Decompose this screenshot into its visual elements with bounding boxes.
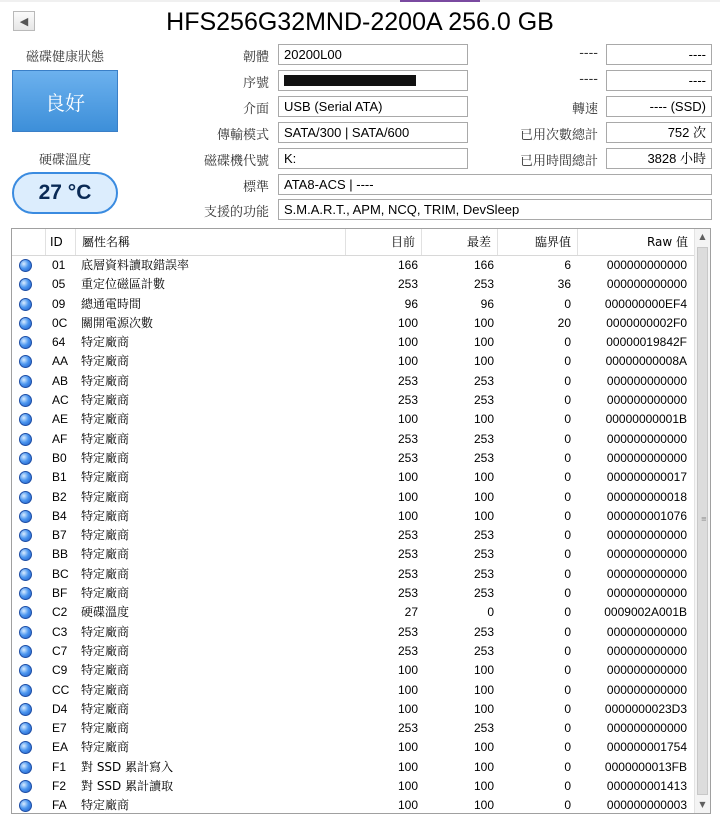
attribute-name: 特定廠商	[81, 624, 130, 639]
table-row[interactable]	[12, 352, 694, 371]
standard-field: ATA8-ACS | ----	[278, 174, 712, 195]
raw-value: 000000001413	[606, 779, 687, 794]
attribute-id: C7	[52, 643, 68, 658]
threshold-value: 0	[564, 450, 571, 465]
threshold-value: 0	[564, 470, 571, 485]
table-row[interactable]	[12, 256, 694, 275]
table-row[interactable]	[12, 700, 694, 719]
attribute-id: C3	[52, 624, 68, 639]
worst-value: 253	[473, 566, 494, 581]
attribute-name: 特定廠商	[81, 566, 130, 581]
firmware-field: 20200L00	[278, 44, 468, 65]
attribute-name: 特定廠商	[81, 489, 130, 504]
table-row[interactable]	[12, 526, 694, 545]
attribute-name: 總通電時間	[81, 296, 142, 311]
attribute-name: 特定廠商	[81, 701, 130, 716]
attribute-name: 特定廠商	[81, 798, 130, 813]
worst-value: 100	[473, 335, 494, 350]
raw-value: 000000000000	[606, 566, 687, 581]
attribute-name: 特定廠商	[81, 586, 130, 601]
worst-value: 166	[473, 258, 494, 272]
status-good-icon	[19, 298, 32, 311]
attribute-name: 特定廠商	[81, 450, 130, 465]
unused-label-2: ----	[579, 72, 598, 87]
interface-field: USB (Serial ATA)	[278, 96, 468, 117]
table-row[interactable]	[12, 372, 694, 391]
current-value: 253	[397, 528, 418, 543]
current-value: 100	[397, 798, 418, 813]
threshold-value: 0	[564, 508, 571, 523]
attribute-id: 01	[52, 258, 66, 272]
attribute-name: 底層資料讀取錯誤率	[81, 258, 190, 272]
raw-value: 00000000008A	[605, 354, 687, 369]
power-on-count-label: 已用次數總計	[519, 128, 598, 143]
status-good-icon	[19, 394, 32, 407]
table-row[interactable]	[12, 314, 694, 333]
threshold-value: 0	[564, 740, 571, 755]
drive-letter-label: 磁碟機代號	[203, 154, 269, 169]
threshold-value: 20	[557, 315, 571, 330]
status-good-icon	[19, 703, 32, 716]
unused-field-2: ----	[606, 70, 712, 91]
threshold-value: 0	[564, 296, 571, 311]
threshold-value: 0	[564, 663, 571, 678]
current-value: 100	[397, 470, 418, 485]
raw-value: 000000000000	[606, 277, 687, 292]
raw-value: 000000000000	[606, 721, 687, 736]
table-header	[12, 229, 694, 256]
unused-field-1: ----	[606, 44, 712, 65]
attribute-name: 特定廠商	[81, 393, 130, 408]
rotation-field: ---- (SSD)	[606, 96, 712, 117]
serial-label: 序號	[242, 76, 269, 91]
raw-value: 000000000000	[606, 624, 687, 639]
table-row[interactable]	[12, 796, 694, 814]
current-value: 253	[397, 450, 418, 465]
worst-column-header[interactable]: 最差	[422, 229, 498, 255]
worst-value: 253	[473, 393, 494, 408]
attribute-id: 09	[52, 296, 66, 311]
worst-value: 100	[473, 489, 494, 504]
current-value: 100	[397, 489, 418, 504]
table-row[interactable]	[12, 681, 694, 700]
table-row[interactable]	[12, 603, 694, 622]
table-row[interactable]	[12, 642, 694, 661]
table-row[interactable]	[12, 430, 694, 449]
worst-value: 253	[473, 721, 494, 736]
worst-value: 100	[473, 354, 494, 369]
worst-value: 253	[473, 624, 494, 639]
status-good-icon	[19, 722, 32, 735]
current-value: 253	[397, 721, 418, 736]
status-good-icon	[19, 645, 32, 658]
threshold-value: 0	[564, 412, 571, 427]
current-value: 100	[397, 315, 418, 330]
raw-value: 00000019842F	[606, 335, 687, 350]
table-row[interactable]	[12, 507, 694, 526]
worst-value: 100	[473, 663, 494, 678]
raw-value: 000000000018	[606, 489, 687, 504]
current-value: 100	[397, 335, 418, 350]
raw-value: 000000000000	[606, 663, 687, 678]
health-status-label: 磁碟健康狀態	[25, 50, 104, 65]
table-body	[12, 256, 694, 814]
attribute-id: 05	[52, 277, 66, 292]
worst-value: 253	[473, 431, 494, 446]
status-good-icon	[19, 626, 32, 639]
table-row[interactable]	[12, 468, 694, 487]
status-good-icon	[19, 413, 32, 426]
rotation-label: 轉速	[571, 102, 598, 117]
status-column-header[interactable]	[12, 229, 46, 255]
worst-value: 253	[473, 373, 494, 388]
attribute-id: B2	[52, 489, 67, 504]
threshold-value: 0	[564, 528, 571, 543]
attribute-id: B1	[52, 470, 67, 485]
current-value: 100	[397, 508, 418, 523]
health-status-button[interactable]	[12, 70, 118, 132]
temperature-label: 硬碟溫度	[38, 153, 91, 168]
current-value: 253	[397, 586, 418, 601]
attribute-id: AC	[52, 393, 69, 408]
table-row[interactable]	[12, 719, 694, 738]
threshold-value: 0	[564, 605, 571, 620]
raw-value: 000000000EF4	[604, 296, 687, 311]
attribute-id: 64	[52, 335, 66, 350]
status-good-icon	[19, 317, 32, 330]
status-good-icon	[19, 568, 32, 581]
attribute-name: 特定廠商	[81, 470, 130, 485]
drive-title: HFS256G32MND-2200A 256.0 GB	[166, 8, 554, 36]
attribute-name: 特定廠商	[81, 508, 130, 523]
current-value: 100	[397, 412, 418, 427]
attribute-name: 特定廠商	[81, 431, 130, 446]
current-value: 253	[397, 643, 418, 658]
status-good-icon	[19, 741, 32, 754]
worst-value: 253	[473, 643, 494, 658]
status-good-icon	[19, 278, 32, 291]
worst-value: 100	[473, 779, 494, 794]
worst-value: 100	[473, 759, 494, 774]
current-value: 253	[397, 277, 418, 292]
worst-value: 100	[473, 508, 494, 523]
status-good-icon	[19, 529, 32, 542]
attribute-id: EA	[52, 740, 69, 755]
threshold-value: 0	[564, 643, 571, 658]
status-good-icon	[19, 587, 32, 600]
threshold-value: 0	[564, 431, 571, 446]
title-accent-bar	[400, 0, 480, 2]
transfer-mode-field: SATA/300 | SATA/600	[278, 122, 468, 143]
standard-label: 標準	[242, 180, 269, 195]
attribute-name: 關開電源次數	[81, 315, 154, 330]
power-on-hours-field: 3828 小時	[606, 148, 712, 169]
status-good-icon	[19, 375, 32, 388]
scroll-down-icon[interactable]: ▼	[699, 800, 706, 809]
attribute-id: 0C	[52, 315, 68, 330]
name-column-header[interactable]: 屬性名稱	[76, 229, 346, 255]
unused-label-1: ----	[579, 46, 598, 61]
threshold-value: 0	[564, 721, 571, 736]
attribute-name: 特定廠商	[81, 528, 130, 543]
current-value: 100	[397, 682, 418, 697]
threshold-value: 0	[564, 335, 571, 350]
attribute-name: 特定廠商	[81, 721, 130, 736]
raw-value: 000000000000	[606, 682, 687, 697]
table-row[interactable]	[12, 661, 694, 680]
attribute-id: CC	[52, 682, 70, 697]
table-row[interactable]	[12, 488, 694, 507]
status-good-icon	[19, 664, 32, 677]
raw-column-header[interactable]: Raw 值	[646, 235, 688, 249]
threshold-value: 0	[564, 354, 571, 369]
attribute-id: E7	[52, 721, 67, 736]
status-good-icon	[19, 433, 32, 446]
current-value: 100	[397, 779, 418, 794]
raw-value: 000000000003	[606, 798, 687, 813]
table-row[interactable]	[12, 738, 694, 757]
attribute-id: F2	[52, 779, 67, 794]
raw-value: 0000000023D3	[604, 701, 687, 716]
table-row[interactable]	[12, 565, 694, 584]
attribute-name: 特定廠商	[81, 335, 130, 350]
worst-value: 253	[473, 450, 494, 465]
raw-value: 000000000000	[606, 586, 687, 601]
table-row[interactable]	[12, 584, 694, 603]
threshold-value: 0	[564, 759, 571, 774]
raw-value: 000000000000	[606, 393, 687, 408]
threshold-value: 0	[564, 489, 571, 504]
status-good-icon	[19, 606, 32, 619]
features-label: 支援的功能	[203, 205, 269, 220]
threshold-value: 0	[564, 373, 571, 388]
worst-value: 253	[473, 586, 494, 601]
attribute-name: 對 SSD 累計讀取	[81, 779, 174, 794]
table-row[interactable]	[12, 449, 694, 468]
attribute-id: AB	[52, 373, 69, 388]
threshold-value: 6	[564, 258, 571, 272]
table-row[interactable]	[12, 295, 694, 314]
attribute-id: BC	[52, 566, 69, 581]
id-column-header[interactable]: ID	[46, 229, 76, 255]
attribute-name: 重定位磁區計數	[81, 277, 166, 292]
attribute-id: BF	[52, 586, 68, 601]
temperature-value: 27 °C	[38, 181, 92, 204]
current-value: 27	[404, 605, 418, 620]
raw-value: 000000000017	[606, 470, 687, 485]
raw-value: 000000000000	[606, 450, 687, 465]
attribute-id: B4	[52, 508, 67, 523]
table-row[interactable]	[12, 333, 694, 352]
status-good-icon	[19, 684, 32, 697]
attribute-id: FA	[52, 798, 67, 813]
raw-value: 000000001076	[606, 508, 687, 523]
temperature-indicator[interactable]	[12, 172, 118, 214]
threshold-column-header[interactable]: 臨界值	[498, 229, 578, 255]
status-good-icon	[19, 799, 32, 812]
threshold-value: 36	[557, 277, 571, 292]
attribute-name: 特定廠商	[81, 354, 130, 369]
smart-attributes-table[interactable]	[11, 228, 711, 814]
interface-label: 介面	[242, 102, 269, 117]
current-value: 166	[397, 258, 418, 272]
current-value: 253	[397, 624, 418, 639]
status-good-icon	[19, 336, 32, 349]
raw-value: 000000000000	[606, 258, 687, 272]
attribute-id: D4	[52, 701, 68, 716]
attribute-id: AF	[52, 431, 68, 446]
features-field: S.M.A.R.T., APM, NCQ, TRIM, DevSleep	[278, 199, 712, 220]
status-good-icon	[19, 761, 32, 774]
table-row[interactable]	[12, 391, 694, 410]
current-value: 96	[404, 296, 418, 311]
firmware-label: 韌體	[242, 50, 269, 65]
worst-value: 100	[473, 470, 494, 485]
status-good-icon	[19, 548, 32, 561]
raw-value: 00000000001B	[605, 412, 687, 427]
worst-value: 96	[480, 296, 494, 311]
threshold-value: 0	[564, 779, 571, 794]
serial-redaction	[284, 75, 416, 86]
attribute-name: 特定廠商	[81, 682, 130, 697]
raw-value: 000000000000	[606, 528, 687, 543]
table-scrollbar[interactable]	[694, 229, 710, 813]
status-good-icon	[19, 510, 32, 523]
serial-field	[278, 70, 468, 91]
threshold-value: 0	[564, 624, 571, 639]
attribute-id: F1	[52, 759, 67, 774]
grip-icon: ≡	[701, 515, 707, 523]
status-good-icon	[19, 452, 32, 465]
scrollbar-thumb[interactable]	[697, 247, 708, 795]
threshold-value: 0	[564, 393, 571, 408]
raw-value: 000000000000	[606, 547, 687, 562]
status-good-icon	[19, 259, 32, 272]
worst-value: 100	[473, 412, 494, 427]
raw-value: 000000000000	[606, 373, 687, 388]
attribute-id: C2	[52, 605, 68, 620]
table-row[interactable]	[12, 777, 694, 796]
status-good-icon	[19, 491, 32, 504]
worst-value: 253	[473, 277, 494, 292]
threshold-value: 0	[564, 682, 571, 697]
worst-value: 100	[473, 315, 494, 330]
worst-value: 100	[473, 798, 494, 813]
raw-value: 000000000000	[606, 643, 687, 658]
worst-value: 100	[473, 682, 494, 697]
table-row[interactable]	[12, 275, 694, 294]
table-row[interactable]	[12, 623, 694, 642]
raw-value: 000000001754	[606, 740, 687, 755]
attribute-id: C9	[52, 663, 68, 678]
power-on-count-field: 752 次	[606, 122, 712, 143]
health-status-value: 良好	[45, 90, 85, 115]
raw-value: 000000000000	[606, 431, 687, 446]
status-good-icon	[19, 355, 32, 368]
left-arrow-icon: ◀	[19, 14, 29, 28]
worst-value: 0	[487, 605, 494, 620]
transfer-mode-label: 傳輸模式	[216, 128, 269, 143]
drive-letter-field: K:	[278, 148, 468, 169]
worst-value: 100	[473, 740, 494, 755]
current-value: 100	[397, 759, 418, 774]
attribute-id: AA	[52, 354, 69, 369]
attribute-id: AE	[52, 412, 69, 427]
status-good-icon	[19, 471, 32, 484]
window-top-edge	[0, 0, 720, 2]
worst-value: 100	[473, 701, 494, 716]
status-good-icon	[19, 780, 32, 793]
threshold-value: 0	[564, 701, 571, 716]
raw-value: 0009002A001B	[604, 605, 687, 620]
current-value: 253	[397, 547, 418, 562]
power-on-hours-label: 已用時間總計	[519, 154, 598, 169]
attribute-name: 對 SSD 累計寫入	[81, 759, 174, 774]
threshold-value: 0	[564, 798, 571, 813]
current-value: 100	[397, 663, 418, 678]
attribute-id: BB	[52, 547, 69, 562]
table-row[interactable]	[12, 410, 694, 429]
threshold-value: 0	[564, 566, 571, 581]
attribute-name: 特定廠商	[81, 373, 130, 388]
worst-value: 253	[473, 528, 494, 543]
attribute-name: 特定廠商	[81, 547, 130, 562]
scroll-up-icon[interactable]: ▲	[699, 232, 706, 241]
current-value: 100	[397, 740, 418, 755]
worst-value: 253	[473, 547, 494, 562]
current-value: 100	[397, 701, 418, 716]
attribute-id: B7	[52, 528, 67, 543]
raw-value: 0000000002F0	[606, 315, 687, 330]
current-value: 253	[397, 431, 418, 446]
threshold-value: 0	[564, 547, 571, 562]
attribute-name: 特定廠商	[81, 412, 130, 427]
current-value: 253	[397, 393, 418, 408]
table-row[interactable]	[12, 758, 694, 777]
current-value: 100	[397, 354, 418, 369]
attribute-id: B0	[52, 450, 67, 465]
attribute-name: 特定廠商	[81, 643, 130, 658]
table-row[interactable]	[12, 545, 694, 564]
current-column-header[interactable]: 目前	[346, 229, 422, 255]
threshold-value: 0	[564, 586, 571, 601]
attribute-name: 硬碟溫度	[81, 605, 130, 620]
current-value: 253	[397, 373, 418, 388]
raw-value: 0000000013FB	[604, 759, 687, 774]
attribute-name: 特定廠商	[81, 740, 130, 755]
attribute-name: 特定廠商	[81, 663, 130, 678]
current-value: 253	[397, 566, 418, 581]
